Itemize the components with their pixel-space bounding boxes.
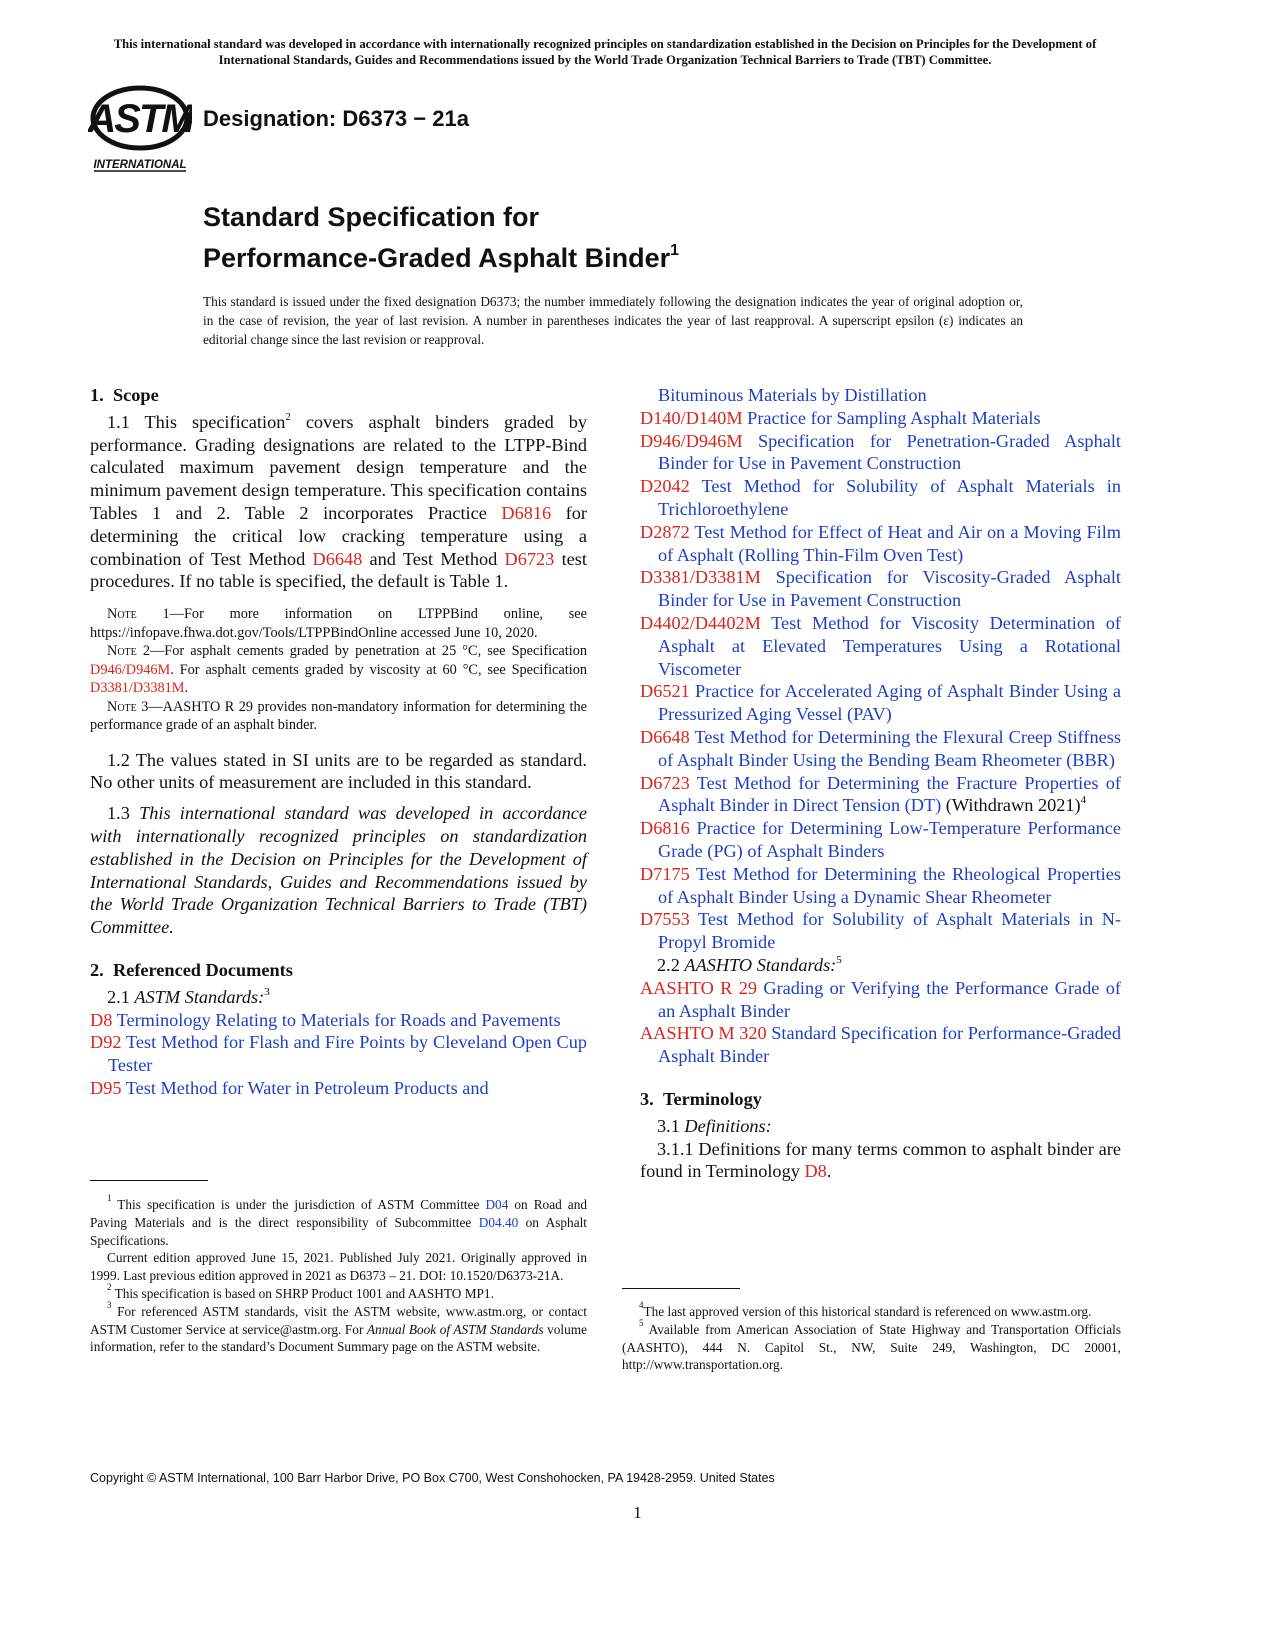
para-1-2: 1.2 The values stated in SI units are to be regarded as standard. No other units of measurement are included in this standard. — [90, 749, 587, 793]
reference-item-d7175 — [640, 863, 1121, 909]
footnote-text: The last approved version of this historical standard is referenced on www.astm.org. — [643, 1304, 1092, 1319]
footnote-1 — [90, 1193, 587, 1249]
para-number: 2.2 — [657, 954, 685, 975]
reference-code[interactable]: D7553 — [640, 909, 690, 930]
reference-title[interactable]: Practice for Accelerated Aging of Asphalt Binder Using a Pressurized Aging Vessel (PAV) — [658, 681, 1121, 725]
page-number: 1 — [633, 1503, 642, 1522]
note-label: Note — [107, 606, 137, 623]
reference-item-d2042 — [640, 475, 1121, 521]
para-3-1 — [640, 1115, 1121, 1138]
reference-title[interactable]: Specification for Penetration-Graded Asphalt Binder for Use in Pavement Construction — [658, 430, 1121, 474]
aashto-reference-list — [640, 977, 1121, 1068]
footnotes-left — [90, 1180, 587, 1356]
astm-reference-list-right-2 — [640, 817, 1121, 954]
reference-status: (Withdrawn 2021) — [941, 795, 1081, 816]
footnote-rule — [90, 1180, 208, 1181]
reference-code[interactable]: D8 — [90, 1009, 113, 1030]
note-label: Note — [107, 643, 137, 660]
title-line-2-text: Performance-Graded Asphalt Binder — [203, 243, 671, 273]
footnote-rule — [622, 1288, 740, 1289]
reference-title[interactable]: Test Method for Determining the Flexural Creep Stiffness of Asphalt Binder Using the Bending Beam Rheometer (BBR) — [658, 726, 1121, 770]
note-3 — [90, 698, 587, 735]
reference-code[interactable]: AASHTO R 29 — [640, 977, 758, 998]
footnote-italic: Annual Book of ASTM Standards — [366, 1321, 544, 1337]
note-label: Note — [107, 698, 137, 715]
reference-item-d4402-d4402m — [640, 612, 1121, 680]
title-line-2 — [203, 234, 679, 275]
footnote-text: volume information, refer to the standard’s Document Summary page on the ASTM website. — [90, 1321, 587, 1355]
reference-title[interactable]: Test Method for Determining the Fracture Properties of Asphalt Binder in Direct Tension (DT) — [658, 772, 1121, 816]
footnote-mark: 5 — [836, 953, 842, 966]
para-text: . — [826, 1161, 832, 1182]
footnote-2 — [90, 1281, 587, 1303]
footnote-1-edition: Current edition approved June 15, 2021. Published July 2021. Originally approved in 1999. Last previous edition approved in 2021 as D6373 – 21. DOI: 10.1520/D6373-21A. — [90, 1250, 587, 1284]
link-d04-40[interactable]: D04.40 — [478, 1214, 519, 1230]
section-heading-terminology — [640, 1088, 1121, 1111]
link-d8[interactable]: D8 — [804, 1161, 827, 1182]
link-d6723[interactable]: D6723 — [504, 548, 555, 569]
footnote-3 — [90, 1299, 587, 1356]
para-text: This international standard was developed in accordance with internationally recognized principles on standardization established in the Decision on Principles for the Development of International Standards, Guides and Recommendations issued by the World Trade Organization Technical Barriers to Trade (TBT) Committee. — [90, 803, 587, 938]
reference-title[interactable]: Test Method for Solubility of Asphalt Materials in N-Propyl Bromide — [658, 909, 1121, 953]
footnote-mark: 2 — [285, 410, 291, 423]
reference-code[interactable]: D2042 — [640, 476, 690, 497]
reference-code[interactable]: D6816 — [640, 818, 690, 839]
reference-item-d7553 — [640, 908, 1121, 954]
copyright-footer: Copyright © ASTM International, 100 Barr Harbor Drive, PO Box C700, West Conshohocken, PA 19428-2959. United States — [90, 1471, 775, 1485]
footnote-mark: 5 — [639, 1317, 644, 1328]
footnote-text: This specification is under the jurisdiction of ASTM Committee — [111, 1197, 486, 1212]
document-title — [203, 201, 679, 275]
reference-item-d946-d946m — [640, 430, 1121, 476]
reference-item-d6521 — [640, 680, 1121, 726]
reference-title[interactable]: Test Method for Viscosity Determination of Asphalt at Elevated Temperatures Using a Rotational Viscometer — [658, 612, 1121, 679]
note-1 — [90, 605, 587, 642]
para-text: covers asphalt binders graded by performance. Grading designations are related to the LTPP-Bind calculated maximum pavement design temperature and the minimum pavement design temperature. This specification contains Tables 1 and 2. Table 2 incorporates Practice — [90, 411, 588, 523]
link-d3381[interactable]: D3381/D3381M — [90, 680, 185, 697]
logo-wordmark: ASTM — [88, 97, 192, 141]
section-number: 1. — [90, 385, 104, 405]
footnote-mark: 3 — [107, 1299, 112, 1310]
footnote-text: on Asphalt Specifications. — [90, 1214, 587, 1248]
footnote-5 — [622, 1317, 1121, 1374]
astm-logo — [88, 84, 192, 174]
reference-code[interactable]: D2872 — [640, 521, 690, 542]
para-number: 3.1 — [657, 1115, 685, 1136]
reference-title[interactable]: Practice for Determining Low-Temperature Performance Grade (PG) of Asphalt Binders — [658, 818, 1121, 861]
reference-code[interactable]: D6648 — [640, 726, 690, 747]
reference-title[interactable]: Test Method for Water in Petroleum Products and — [121, 1078, 489, 1099]
issued-note: This standard is issued under the fixed designation D6373; the number immediately following the designation indicates the year of original adoption or, in the case of revision, the year of last revision. A number in parentheses indicates the year of last reapproval. A superscript epsilon (ε) indicates an editorial change since the last revision or reapproval. — [203, 294, 1023, 347]
reference-title[interactable]: Terminology Relating to Materials for Roads and Pavements — [112, 1009, 561, 1030]
right-column — [640, 384, 1121, 1183]
para-3-1-1 — [640, 1138, 1121, 1184]
reference-code[interactable]: D140/D140M — [640, 407, 743, 428]
footnote-mark: 4 — [639, 1300, 644, 1310]
reference-item-d6723 — [640, 772, 1121, 818]
para-text: test procedures. If no table is specified, the default is Table 1. — [90, 548, 587, 592]
para-text: for determining the critical low cracking temperature using a combination of Test Method — [90, 502, 587, 569]
para-1-1 — [90, 411, 587, 593]
section-title: Scope — [113, 385, 159, 405]
reference-item-aashto-r-29 — [640, 977, 1121, 1023]
reference-title[interactable]: Test Method for Effect of Heat and Air on a Moving Film of Asphalt (Rolling Thin-Film Oven Test) — [658, 521, 1121, 565]
para-text: and Test Method — [362, 548, 505, 569]
section-heading-scope — [90, 384, 587, 407]
reference-code[interactable]: D95 — [90, 1078, 122, 1099]
footnote-mark: 3 — [264, 985, 270, 998]
note-text: . For asphalt cements graded by viscosity at 60 °C, see Specification — [170, 661, 587, 678]
reference-code[interactable]: D3381/D3381M — [640, 567, 761, 588]
reference-item-d92 — [90, 1031, 587, 1077]
note-text: . — [184, 680, 189, 697]
reference-item-d3381-d3381m — [640, 566, 1121, 612]
reference-title[interactable]: Grading or Verifying the Performance Grade of an Asphalt Binder — [658, 977, 1121, 1021]
reference-item-d140-d140m — [640, 407, 1121, 430]
reference-code[interactable]: D6521 — [640, 681, 690, 702]
link-d946[interactable]: D946/D946M — [90, 661, 171, 678]
reference-title[interactable]: Test Method for Determining the Rheological Properties of Asphalt Binder Using a Dynamic Shear Rheometer — [658, 863, 1121, 907]
link-d04[interactable]: D04 — [485, 1197, 509, 1212]
para-label: Definitions: — [684, 1115, 772, 1136]
section-heading-referenced-documents — [90, 959, 587, 982]
link-d95-continuation[interactable]: Bituminous Materials by Distillation — [658, 385, 927, 405]
logo-international: INTERNATIONAL — [93, 159, 187, 171]
footnotes-right — [622, 1288, 1121, 1374]
reference-code[interactable]: D7175 — [640, 863, 690, 884]
para-number: 2.1 — [107, 986, 135, 1007]
reference-title[interactable]: Specification for Viscosity-Graded Asphalt Binder for Use in Pavement Construction — [658, 567, 1121, 611]
reference-title[interactable]: Standard Specification for Performance-Graded Asphalt Binder — [658, 1023, 1121, 1067]
reference-code[interactable]: D6723 — [640, 772, 690, 793]
para-text: 3.1.1 Definitions for many terms common to asphalt binder are found in Terminology — [640, 1138, 1121, 1182]
note-text: 3—AASHTO R 29 provides non-mandatory information for determining the performance grade of an asphalt binder. — [90, 698, 587, 734]
link-d6816[interactable]: D6816 — [501, 502, 552, 523]
reference-item-d8 — [90, 1009, 587, 1032]
note-2 — [90, 642, 587, 698]
reference-item-aashto-m-320 — [640, 1022, 1121, 1068]
footnote-mark: 4 — [1080, 794, 1087, 807]
footnote-text: This specification is based on SHRP Product 1001 and AASHTO MP1. — [111, 1285, 494, 1301]
para-number: 1.3 — [107, 803, 140, 824]
reference-continuation — [640, 384, 1121, 407]
astm-reference-list-right — [640, 407, 1121, 772]
section-number: 2. — [90, 960, 104, 981]
link-d6648[interactable]: D6648 — [312, 548, 363, 569]
section-title: Referenced Documents — [113, 960, 293, 981]
astm-reference-list-left — [90, 1009, 587, 1100]
footnote-text: For referenced ASTM standards, visit the ASTM website, www.astm.org, or contact ASTM Customer Service at service@astm.org. For — [90, 1303, 587, 1337]
reference-code[interactable]: D92 — [90, 1032, 122, 1053]
footnote-4 — [622, 1300, 1121, 1321]
footnote-mark: 2 — [107, 1281, 112, 1292]
section-number: 3. — [640, 1088, 654, 1109]
reference-item-d6816 — [640, 817, 1121, 863]
reference-title[interactable]: Test Method for Flash and Fire Points by Cleveland Open Cup Tester — [108, 1032, 587, 1076]
astm-logo-graphic — [88, 84, 192, 174]
note-text: 1—For more information on LTPPBind online, see https://infopave.fhwa.dot.gov/Tools/LTPPBindOnline accessed June 10, 2020. — [90, 606, 587, 641]
para-1-3 — [90, 802, 587, 939]
footnote-text: on Road and Paving Materials and is the direct responsibility of Subcommittee — [90, 1197, 587, 1230]
reference-title[interactable]: Test Method for Solubility of Asphalt Materials in Trichloroethylene — [658, 476, 1121, 519]
reference-code[interactable]: AASHTO M 320 — [640, 1023, 767, 1044]
left-column — [90, 384, 587, 1100]
title-footnote-mark: 1 — [670, 242, 680, 259]
reference-item-d6648 — [640, 726, 1121, 772]
para-2-2 — [640, 954, 1121, 977]
title-line-1: Standard Specification for — [203, 202, 540, 232]
reference-item-d2872 — [640, 521, 1121, 567]
reference-item-d95 — [90, 1077, 587, 1100]
footnote-text: Available from American Association of State Highway and Transportation Officials (AASHTO), 444 N. Capitol St., NW, Suite 249, Washington, DC 20001, http://www.transportation.org. — [622, 1321, 1121, 1373]
reference-code[interactable]: D4402/D4402M — [640, 612, 761, 633]
reference-title[interactable]: Practice for Sampling Asphalt Materials — [742, 407, 1041, 428]
footnote-mark: 1 — [107, 1193, 112, 1203]
reference-code[interactable]: D946/D946M — [640, 430, 743, 451]
para-2-1 — [90, 986, 587, 1009]
para-label: AASHTO Standards: — [684, 954, 837, 975]
section-title: Terminology — [663, 1088, 762, 1109]
note-text: 2—For asphalt cements graded by penetration at 25 °C, see Specification — [136, 643, 587, 660]
tbt-banner: This international standard was developed in accordance with internationally recognized principles on standardization established in the Decision on Principles for the Development of International Standards, Guides and Recommendations issued by the World Trade Organization Technical Barriers to Trade (TBT) Committee. — [113, 37, 1097, 67]
designation: Designation: D6373 − 21a — [203, 106, 469, 131]
para-label: ASTM Standards: — [134, 986, 265, 1007]
para-text: 1.1 This specification — [107, 411, 286, 432]
